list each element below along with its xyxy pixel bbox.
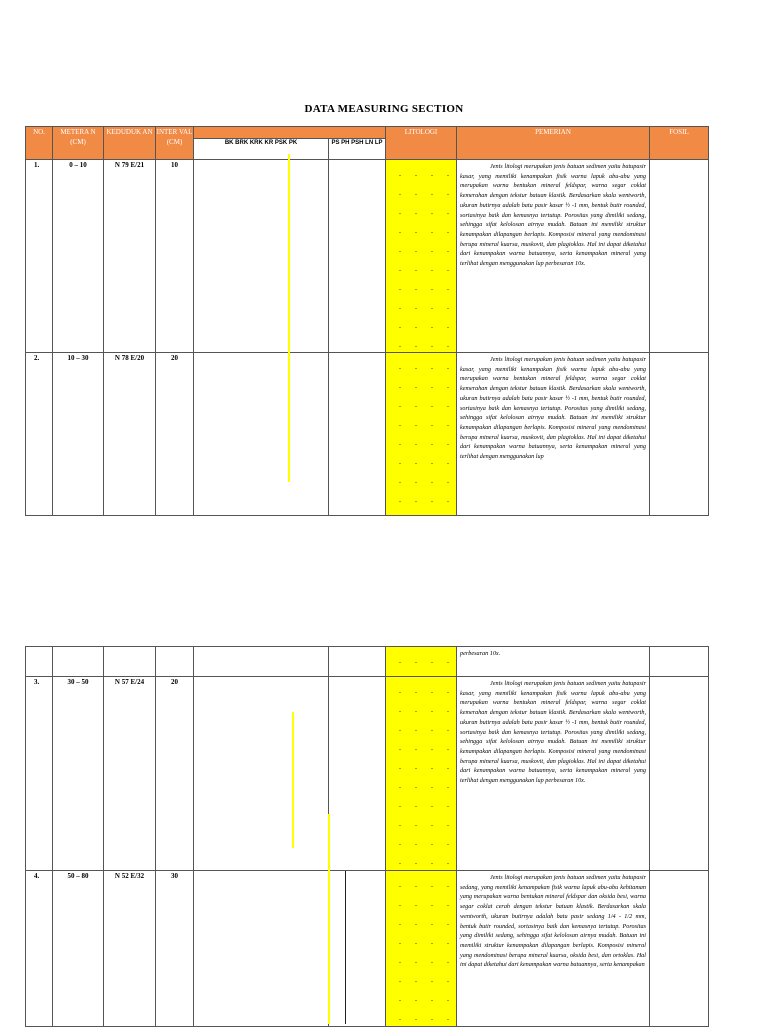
grain-size-profile-line (328, 814, 330, 1024)
row-kedudukan: N 78 E/20 (104, 353, 156, 516)
row-no: 4. (26, 871, 53, 1027)
row-pemerian (457, 647, 650, 677)
measuring-table-part-2 (25, 646, 708, 1027)
measuring-table-part-1 (25, 126, 708, 516)
row-fosil (650, 353, 709, 516)
table-row-continuation (26, 647, 709, 677)
header-meter: METERA N (CM) (53, 127, 104, 160)
row-no: 2. (26, 353, 53, 516)
sandstone-dot-pattern (392, 683, 450, 870)
page-title: DATA MEASURING SECTION (304, 103, 464, 115)
grain-size-profile-line (288, 154, 290, 482)
pemerian-text: Jenis litologi merupakan jenis batuan sedimen yaitu batupasir sedang, yang memiliki kenampakan fisik warna lapuk abu-abu kehitaman yang merupakan warna bentukan mineral feldspar dan oksida besi, warna segar coklat cerah dengan tekstur batuan klastik. Berdasarkan skala wentworth, ukuran butirnya adalah batu pasir sedang 1/4 - 1/2 mm, bentuk butir rounded, sortasinya baik dan kemasnya tertutup. Porositas yang dimiliki sedang, sehingga sifat kelolosan airnya mudah. Batuan ini memiliki struktur kenampakan dilapangan berlapis. Komposisi mineral yang mendominasi berupa mineral kuarsa, oksida besi, dan ortoklas. Hal ini dapat diketahui dari kenampakan warna batuannya, serta kenampakan (460, 874, 646, 969)
table-row (26, 871, 709, 1027)
pemerian-text: Jenis litologi merupakan jenis batuan sedimen yaitu batupasir kasar, yang memiliki kenampakan fisik warna lapuk abu-abu yang merupakan warna bentukan mineral feldspar, warna segar coklat kemerahan dengan tekstur batuan klastik. Berdasarkan skala wentworth, ukuran butirnya adalah batu pasir kasar ½ -1 mm, bentuk butir rounded, sortasinya baik dan kemasnya tertutup. Porositas yang dimiliki sedang, sehingga sifat kelolosan airnya mudah. Batuan ini memiliki struktur kenampakan dilapangan berlapis. Komposisi mineral yang mendominasi berupa mineral kuarsa, muskovit, dan plagioklas. Hal ini dapat diketahui dari kenampakan warna batuannya, serta kenampakan mineral yang terlihat dengan menggunakan lup (460, 356, 646, 461)
grain-size-profile-line (292, 712, 294, 848)
row-pemerian (457, 871, 650, 1027)
row-kedudukan: N 57 E/24 (104, 677, 156, 871)
header-row (26, 127, 709, 139)
measuring-table (25, 126, 709, 516)
table-row (26, 160, 709, 353)
row-pemerian (457, 677, 650, 871)
header-interval: INTER VAL (CM) (156, 127, 194, 160)
row-fosil (650, 871, 709, 1027)
sandstone-dot-pattern (392, 359, 450, 515)
row-fosil (650, 647, 709, 677)
row-no (26, 647, 53, 677)
table-row (26, 677, 709, 871)
row-pemerian (457, 160, 650, 353)
row-grain-coarse (194, 353, 329, 516)
header-kedudukan: KEDUDUK AN (104, 127, 156, 160)
pemerian-continuation: perbesaran 10x. (460, 650, 501, 657)
row-kedudukan (104, 647, 156, 677)
pemerian-text: Jenis litologi merupakan jenis batuan sedimen yaitu batupasir kasar, yang memiliki kenampakan fisik warna lapuk abu-abu yang merupakan warna bentukan mineral feldspar, warna segar coklat kemerahan dengan tekstur batuan klastik. Berdasarkan skala wentworth, ukuran butirnya adalah batu pasir kasar ½ -1 mm, bentuk butir rounded, sortasinya baik dan kemasnya tertutup. Porositas yang dimiliki sedang, sehingga sifat kelolosan airnya mudah. Batuan ini memiliki struktur kenampakan dilapangan berlapis. Komposisi mineral yang mendominasi berupa mineral kuarsa, muskovit, dan plagioklas. Hal ini dapat diketahui dari kenampakan warna batuannya, serta kenampakan mineral yang terlihat dengan menggunakan lup perbesaran 10x. (460, 680, 646, 785)
row-grain-coarse (194, 160, 329, 353)
header-grain-fine: PS PH PSH LN LP (329, 139, 386, 160)
row-grain-coarse (194, 647, 329, 677)
row-litologi-pattern (386, 353, 457, 516)
row-litologi-pattern (386, 677, 457, 871)
row-grain-fine (329, 647, 386, 677)
header-grain-size (194, 127, 386, 139)
row-litologi-pattern (386, 871, 457, 1027)
row-grain-coarse (194, 677, 329, 871)
sandstone-dot-pattern (392, 877, 450, 1026)
row-meter: 30 – 50 (53, 677, 104, 871)
grain-size-boundary-line (345, 871, 346, 1024)
row-litologi-pattern (386, 160, 457, 353)
measuring-table-continued (25, 646, 709, 1027)
row-fosil (650, 677, 709, 871)
row-meter (53, 647, 104, 677)
table-row (26, 353, 709, 516)
row-meter: 50 – 80 (53, 871, 104, 1027)
row-grain-fine (329, 871, 386, 1027)
row-meter: 0 – 10 (53, 160, 104, 353)
row-interval: 20 (156, 677, 194, 871)
header-fosil: FOSIL (650, 127, 709, 160)
row-grain-fine (329, 677, 386, 871)
row-grain-coarse (194, 871, 329, 1027)
row-litologi-pattern (386, 647, 457, 677)
pemerian-text: Jenis litologi merupakan jenis batuan sedimen yaitu batupasir kasar, yang memiliki kenampakan fisik warna lapuk abu-abu yang merupakan warna bentukan mineral feldspar, warna segar coklat kemerahan dengan tekstur batuan klastik. Berdasarkan skala wentworth, ukuran butirnya adalah batu pasir kasar ½ -1 mm, bentuk butir rounded, sortasinya baik dan kemasnya tertutup. Porositas yang dimiliki sedang, sehingga sifat kelolosan airnya mudah. Batuan ini memiliki struktur kenampakan dilapangan berlapis. Komposisi mineral yang mendominasi berupa mineral kuarsa, muskovit, dan plagioklas. Hal ini dapat diketahui dari kenampakan warna batuannya, serta kenampakan mineral yang terlihat dengan menggunakan lup perbesaran 10x. (460, 163, 646, 268)
row-kedudukan: N 79 E/21 (104, 160, 156, 353)
header-litologi: LITOLOGI (386, 127, 457, 160)
row-no: 1. (26, 160, 53, 353)
sandstone-dot-pattern (392, 653, 450, 676)
row-meter: 10 – 30 (53, 353, 104, 516)
row-interval: 30 (156, 871, 194, 1027)
header-pemerian: PEMERIAN (457, 127, 650, 160)
row-fosil (650, 160, 709, 353)
header-grain-coarse: BK BRK KRK KR PSK PK (194, 139, 329, 160)
row-interval (156, 647, 194, 677)
header-no: NO. (26, 127, 53, 160)
sandstone-dot-pattern (392, 166, 450, 352)
row-interval: 20 (156, 353, 194, 516)
row-interval: 10 (156, 160, 194, 353)
row-grain-fine (329, 160, 386, 353)
row-pemerian (457, 353, 650, 516)
row-no: 3. (26, 677, 53, 871)
row-kedudukan: N 52 E/32 (104, 871, 156, 1027)
row-grain-fine (329, 353, 386, 516)
